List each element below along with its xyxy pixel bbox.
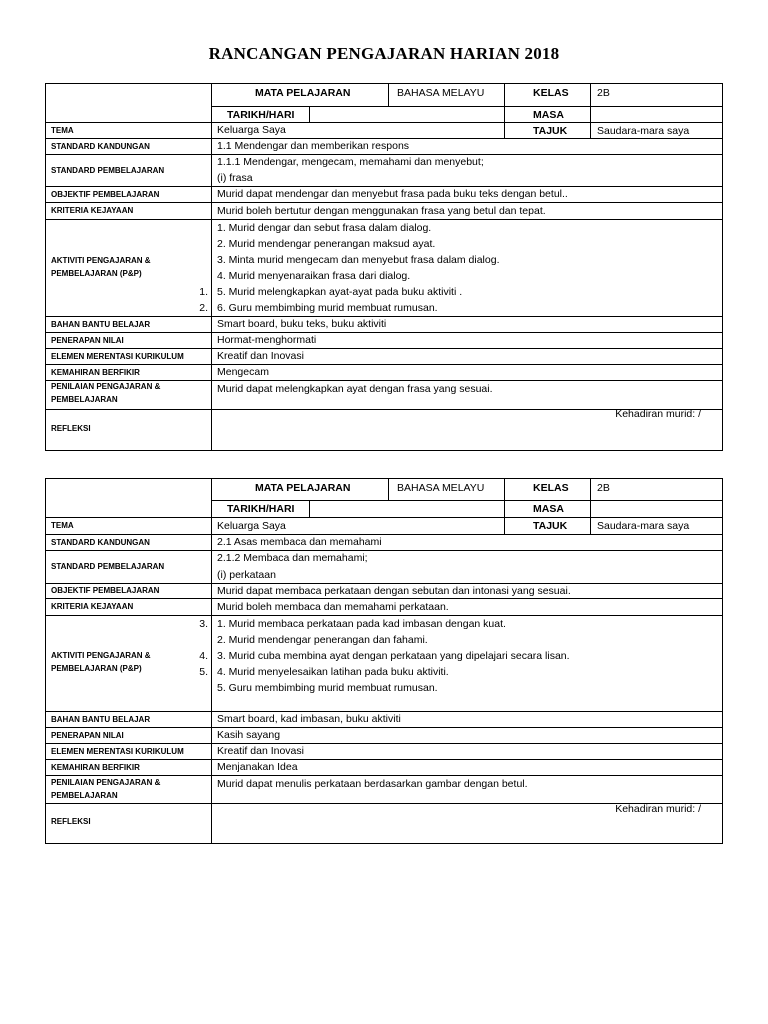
- penerapan-nilai-value: Hormat-menghormati: [217, 334, 317, 346]
- penerapan-nilai-label: PENERAPAN NILAI: [51, 336, 124, 345]
- aktiviti-step: 3. Minta murid mengecam dan menyebut frasa dalam dialog.: [217, 254, 500, 266]
- mata-pelajaran-value: BAHASA MELAYU: [397, 87, 485, 99]
- aktiviti-step: 1. Murid membaca perkataan pada kad imbasan dengan kuat.: [217, 618, 506, 630]
- aktiviti-step: 6. Guru membimbing murid membuat rumusan.: [217, 302, 438, 314]
- kehadiran-murid: Kehadiran murid: /: [615, 408, 701, 420]
- refleksi-label: REFLEKSI: [51, 424, 91, 433]
- page-title: RANCANGAN PENGAJARAN HARIAN 2018: [208, 44, 560, 63]
- emk-value: Kreatif dan Inovasi: [217, 745, 304, 757]
- kemahiran-berfikir-value: Mengecam: [217, 366, 269, 378]
- kemahiran-berfikir-label: KEMAHIRAN BERFIKIR: [51, 368, 140, 377]
- standard-pembelajaran-line-2: (i) perkataan: [217, 569, 276, 581]
- mata-pelajaran-label: MATA PELAJARAN: [255, 87, 351, 99]
- aktiviti-side-number: 2.: [199, 302, 208, 314]
- lesson-plan-table-1: [45, 83, 723, 451]
- standard-pembelajaran-label: STANDARD PEMBELAJARAN: [51, 166, 165, 175]
- emk-value: Kreatif dan Inovasi: [217, 350, 304, 362]
- penilaian-label-2: PEMBELAJARAN: [51, 395, 118, 404]
- tajuk-label: TAJUK: [533, 125, 568, 137]
- emk-label: ELEMEN MERENTASI KURIKULUM: [51, 352, 184, 361]
- kriteria-value: Murid boleh bertutur dengan menggunakan frasa yang betul dan tepat.: [217, 205, 546, 217]
- bahan-bantu-value: Smart board, buku teks, buku aktiviti: [217, 318, 387, 330]
- kelas-label: KELAS: [533, 482, 569, 494]
- tema-label: TEMA: [51, 521, 74, 530]
- aktiviti-step: 2. Murid mendengar penerangan dan fahami.: [217, 634, 428, 646]
- aktiviti-label-1: AKTIVITI PENGAJARAN &: [51, 256, 151, 265]
- aktiviti-step: 4. Murid menyelesaikan latihan pada buku aktiviti.: [217, 666, 449, 678]
- standard-kandungan-value: 2.1 Asas membaca dan memahami: [217, 536, 382, 548]
- bahan-bantu-value: Smart board, kad imbasan, buku aktiviti: [217, 713, 401, 725]
- standard-pembelajaran-line-2: (i) frasa: [217, 172, 253, 184]
- emk-label: ELEMEN MERENTASI KURIKULUM: [51, 747, 184, 756]
- aktiviti-step: 4. Murid menyenaraikan frasa dari dialog.: [217, 270, 411, 282]
- standard-kandungan-label: STANDARD KANDUNGAN: [51, 142, 150, 151]
- kemahiran-berfikir-label: KEMAHIRAN BERFIKIR: [51, 763, 140, 772]
- aktiviti-step: 1. Murid dengar dan sebut frasa dalam dialog.: [217, 222, 432, 234]
- tajuk-value: Saudara-mara saya: [597, 125, 690, 137]
- aktiviti-step: 3. Murid cuba membina ayat dengan perkataan yang dipelajari secara lisan.: [217, 650, 570, 662]
- objektif-label: OBJEKTIF PEMBELAJARAN: [51, 586, 160, 595]
- aktiviti-side-number: 5.: [199, 666, 208, 678]
- aktiviti-label-2: PEMBELAJARAN (P&P): [51, 269, 142, 278]
- kelas-value: 2B: [597, 87, 610, 99]
- aktiviti-label-2: PEMBELAJARAN (P&P): [51, 664, 142, 673]
- standard-pembelajaran-label: STANDARD PEMBELAJARAN: [51, 562, 165, 571]
- penilaian-label-2: PEMBELAJARAN: [51, 791, 118, 800]
- aktiviti-side-number: 1.: [199, 286, 208, 298]
- tarikh-hari-label: TARIKH/HARI: [227, 503, 295, 515]
- kriteria-value: Murid boleh membaca dan memahami perkataan.: [217, 601, 449, 613]
- standard-kandungan-label: STANDARD KANDUNGAN: [51, 538, 150, 547]
- kelas-label: KELAS: [533, 87, 569, 99]
- refleksi-label: REFLEKSI: [51, 817, 91, 826]
- tajuk-label: TAJUK: [533, 520, 568, 532]
- bahan-bantu-label: BAHAN BANTU BELAJAR: [51, 715, 151, 724]
- aktiviti-step: 5. Murid melengkapkan ayat-ayat pada buku aktiviti .: [217, 286, 463, 298]
- objektif-label: OBJEKTIF PEMBELAJARAN: [51, 190, 160, 199]
- penilaian-value: Murid dapat melengkapkan ayat dengan frasa yang sesuai.: [217, 383, 493, 395]
- aktiviti-label-1: AKTIVITI PENGAJARAN &: [51, 651, 151, 660]
- mata-pelajaran-value: BAHASA MELAYU: [397, 482, 485, 494]
- kehadiran-murid: Kehadiran murid: /: [615, 803, 701, 815]
- mata-pelajaran-label: MATA PELAJARAN: [255, 482, 351, 494]
- penilaian-value: Murid dapat menulis perkataan berdasarkan gambar dengan betul.: [217, 778, 528, 790]
- tema-label: TEMA: [51, 126, 74, 135]
- kemahiran-berfikir-value: Menjanakan Idea: [217, 761, 298, 773]
- bahan-bantu-label: BAHAN BANTU BELAJAR: [51, 320, 151, 329]
- penerapan-nilai-label: PENERAPAN NILAI: [51, 731, 124, 740]
- tema-value: Keluarga Saya: [217, 520, 286, 532]
- standard-pembelajaran-line-1: 1.1.1 Mendengar, mengecam, memahami dan menyebut;: [217, 156, 484, 168]
- penerapan-nilai-value: Kasih sayang: [217, 729, 281, 741]
- standard-kandungan-value: 1.1 Mendengar dan memberikan respons: [217, 140, 410, 152]
- lesson-plan-table-2: [45, 478, 723, 844]
- tajuk-value: Saudara-mara saya: [597, 520, 690, 532]
- kelas-value: 2B: [597, 482, 610, 494]
- aktiviti-side-number: 3.: [199, 618, 208, 630]
- standard-pembelajaran-line-1: 2.1.2 Membaca dan memahami;: [217, 552, 368, 564]
- kriteria-label: KRITERIA KEJAYAAN: [51, 206, 134, 215]
- penilaian-label-1: PENILAIAN PENGAJARAN &: [51, 778, 161, 787]
- objektif-value: Murid dapat membaca perkataan dengan sebutan dan intonasi yang sesuai.: [217, 585, 571, 597]
- aktiviti-step: 2. Murid mendengar penerangan maksud ayat.: [217, 238, 436, 250]
- masa-label: MASA: [533, 503, 564, 515]
- kriteria-label: KRITERIA KEJAYAAN: [51, 602, 134, 611]
- aktiviti-step: 5. Guru membimbing murid membuat rumusan.: [217, 682, 438, 694]
- masa-label: MASA: [533, 109, 564, 121]
- objektif-value: Murid dapat mendengar dan menyebut frasa pada buku teks dengan betul..: [217, 188, 568, 200]
- tarikh-hari-label: TARIKH/HARI: [227, 109, 295, 121]
- aktiviti-side-number: 4.: [199, 650, 208, 662]
- penilaian-label-1: PENILAIAN PENGAJARAN &: [51, 382, 161, 391]
- tema-value: Keluarga Saya: [217, 124, 286, 136]
